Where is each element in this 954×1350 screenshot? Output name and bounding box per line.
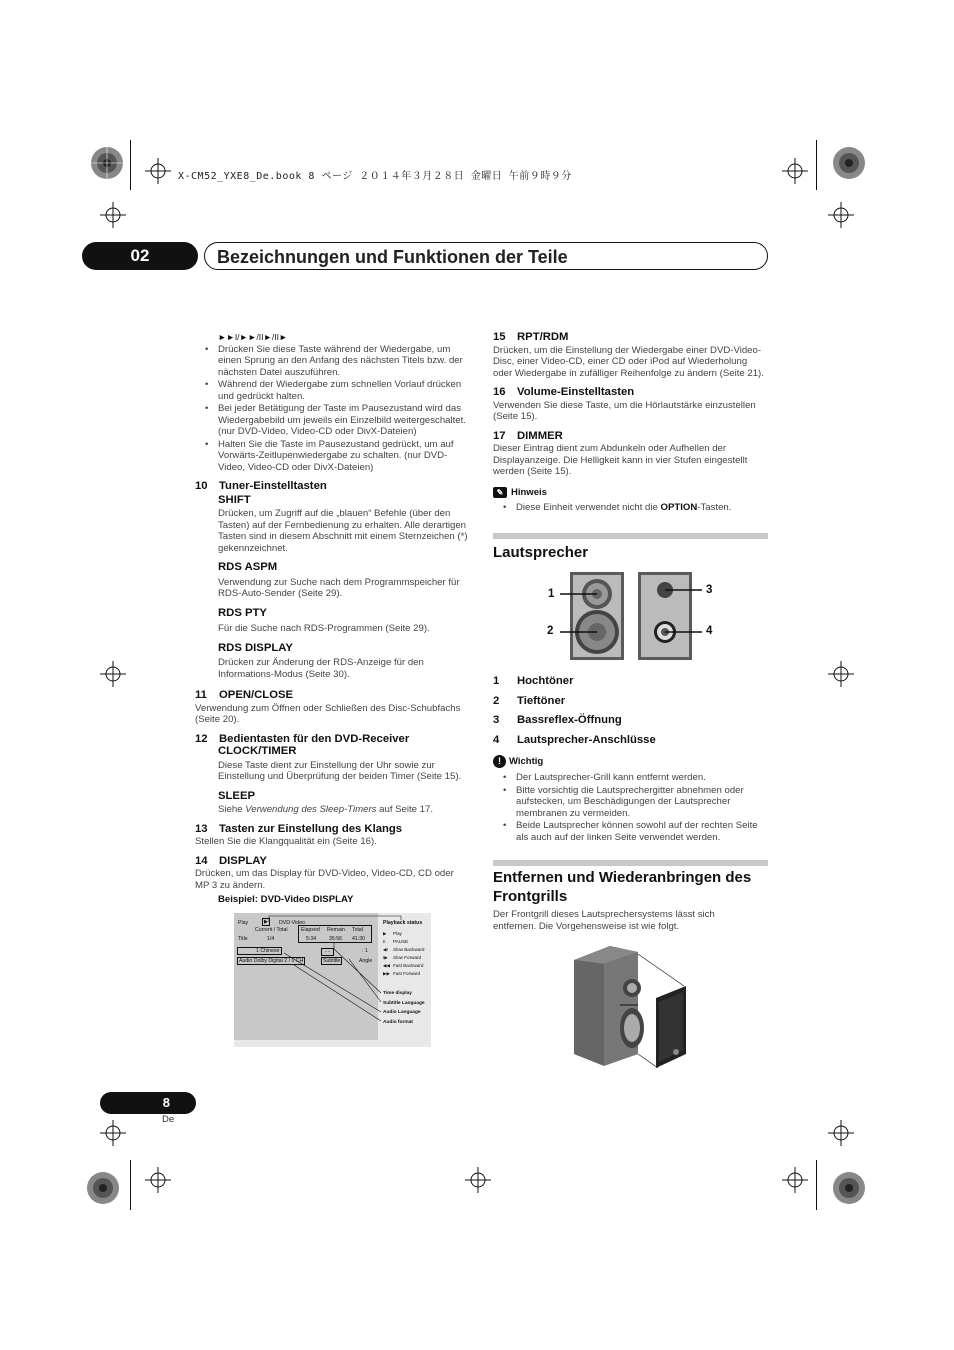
crosshair-mark bbox=[100, 1120, 126, 1146]
page-language: De bbox=[162, 1114, 175, 1125]
left-column bbox=[195, 332, 470, 906]
crop-line bbox=[130, 140, 131, 190]
registration-mark-top-right bbox=[826, 140, 872, 186]
sleep-text: Siehe Verwendung des Sleep-Timers auf Seite 17. bbox=[218, 804, 434, 815]
callout-subtitle-language: Subtitle Language bbox=[383, 1000, 425, 1006]
chapter-number: 02 bbox=[82, 242, 198, 270]
status-fast-backward: ◀◀ Fast Backward bbox=[383, 963, 424, 969]
osd-title-value: 1/4 bbox=[267, 936, 275, 942]
item-12-heading: 12 Bedientasten für den DVD-Receiver bbox=[195, 732, 410, 745]
osd-play-icon: ▶ bbox=[264, 919, 268, 925]
speaker-callout-3: 3 bbox=[706, 584, 713, 596]
crosshair-mark bbox=[828, 202, 854, 228]
crosshair-mark bbox=[100, 661, 126, 687]
right-column bbox=[493, 332, 768, 515]
list-item: • Bei jeder Betätigung der Taste im Pausezustand wird das Wiedergabebild um jeweils ein Einzelbild weitergeschaltet. (nur DVD-Video, Video-CD oder DivX-Dateien) bbox=[195, 403, 470, 438]
shift-heading: SHIFT bbox=[218, 493, 251, 506]
item-17-text: Dieser Eintrag dient zum Abdunkeln oder Aufhellen der Displayanzeige. Die Helligkeit kann in vier Stufen eingestellt werden (Seite 15). bbox=[493, 443, 748, 477]
crop-line bbox=[130, 1160, 131, 1210]
item-10-heading: 10 Tuner-Einstelltasten bbox=[195, 480, 327, 492]
skip-bullets bbox=[195, 344, 470, 474]
item-13-text: Stellen Sie die Klangqualität ein (Seite 16). bbox=[195, 836, 377, 847]
osd-elapsed: Elapsed bbox=[301, 927, 320, 933]
important-heading: ! Wichtig bbox=[493, 755, 768, 768]
section-bar bbox=[493, 533, 768, 539]
crosshair-mark bbox=[828, 661, 854, 687]
speaker-grill-illustration bbox=[570, 942, 690, 1072]
callout-time-display: Time display bbox=[383, 991, 412, 996]
clock-timer-heading: CLOCK/TIMER bbox=[218, 745, 297, 757]
status-fast-forward: ▶▶ Fast Forward bbox=[383, 971, 421, 977]
warning-icon: ! bbox=[493, 755, 506, 768]
speaker-parts-list bbox=[493, 672, 768, 750]
rds-display-text: Drücken zur Änderung der RDS-Anzeige für den Informations-Modus (Seite 30). bbox=[218, 657, 424, 680]
item-11-heading: 11 OPEN/CLOSE bbox=[195, 689, 294, 701]
speakers-section-title: Lautsprecher bbox=[493, 544, 589, 561]
item-13-heading: 13 Tasten zur Einstellung des Klangs bbox=[195, 822, 403, 835]
osd-leader-lines bbox=[234, 913, 431, 1047]
crop-line bbox=[816, 140, 817, 190]
clock-timer-text: Diese Taste dient zur Einstellung der Uhr sowie zur Einstellung und Überprüfung der beiden Timer (Seite 15). bbox=[218, 759, 462, 782]
osd-total-value: 41:30 bbox=[352, 936, 365, 942]
item-14-heading: 14 DISPLAY bbox=[195, 854, 267, 867]
list-item: • Drücken Sie diese Taste während der Wiedergabe, um einen Sprung an den Anfang des nächsten Titels bzw. der nächsten Datei auszuführen. bbox=[195, 344, 470, 379]
crop-line bbox=[816, 1160, 817, 1210]
item-15-text: Drücken, um die Einstellung der Wiedergabe einer DVD-Video-Disc, einer Video-CD, einer CD oder iPod auf Wiederholung oder Wiedergabe in zufälliger Reihenfolge zu ändern (Seite 21). bbox=[493, 344, 764, 379]
status-pause: II PAUSE bbox=[383, 939, 409, 945]
item-16-heading: 16 Volume-Einstelltasten bbox=[493, 386, 635, 398]
osd-total: Total bbox=[352, 927, 363, 933]
note-heading: ✎ Hinweis bbox=[493, 487, 768, 499]
list-item: • Der Lautsprecher-Grill kann entfernt werden. bbox=[493, 772, 768, 784]
shift-text: Drücken, um Zugriff auf die „blauen“ Befehle (über den Tasten) auf der Fernbedienung zu erhalten. Alle derartigen Tasten sind in diesem Abschnitt mit einem Sternzeichen (*) gekennzeichnet. bbox=[218, 508, 468, 554]
osd-subtitle-value: - - bbox=[321, 948, 334, 956]
list-item: 1 Hochtöner bbox=[493, 675, 574, 687]
crosshair-mark bbox=[828, 1120, 854, 1146]
crosshair-mark bbox=[100, 202, 126, 228]
osd-audio-format: Audio Dolby Digital 2 / 0 CH bbox=[239, 958, 304, 964]
osd-dvd-video: DVD-Video bbox=[279, 920, 305, 926]
chapter-title: Bezeichnungen und Funktionen der Teile bbox=[204, 242, 768, 270]
osd-audio-language: 1 Chinese bbox=[237, 947, 282, 955]
list-item: 2 Tieftöner bbox=[493, 694, 566, 707]
list-item: • Beide Lautsprecher können sowohl auf der rechten Seite als auch auf der linken Seite verwendet werden. bbox=[493, 820, 768, 843]
list-item: 3 Bassreflex-Öffnung bbox=[493, 714, 622, 726]
callout-audio-format: Audio format bbox=[383, 1019, 413, 1025]
osd-title: Title bbox=[238, 936, 248, 942]
rds-display-heading: RDS DISPLAY bbox=[218, 641, 293, 654]
osd-subtitle: Subtitle bbox=[323, 958, 341, 964]
osd-current-total: Current / Total bbox=[255, 927, 288, 933]
item-15-heading: 15 RPT/RDM bbox=[493, 331, 569, 343]
registration-mark-bottom-left bbox=[80, 1165, 126, 1211]
rds-pty-heading: RDS PTY bbox=[218, 606, 267, 619]
crosshair-mark bbox=[145, 1167, 171, 1193]
crosshair-mark bbox=[145, 158, 171, 184]
example-title: Beispiel: DVD-Video DISPLAY bbox=[218, 894, 354, 905]
rds-pty-text: Für die Suche nach RDS-Programmen (Seite 29). bbox=[218, 623, 430, 634]
item-14-text: Drücken, um das Display für DVD-Video, Video-CD, CD oder MP 3 zu ändern. bbox=[195, 868, 454, 891]
speaker-diagram bbox=[540, 570, 730, 662]
important-box bbox=[493, 755, 768, 844]
rds-aspm-text: Verwendung zur Suche nach dem Programmspeicher für RDS-Auto-Sender (Seite 29). bbox=[218, 576, 460, 599]
skip-symbols: ►►I/►►/II►/II► bbox=[218, 332, 288, 342]
list-item: • Halten Sie die Taste im Pausezustand gedrückt, um auf Vorwärts-Zeitlupenwiedergabe zu schalten. (nur DVD-Video, Video-CD oder DivX-Dateien) bbox=[195, 439, 470, 474]
osd-angle-value: : 1 bbox=[362, 948, 368, 954]
crosshair-mark bbox=[782, 158, 808, 184]
status-play: ▶ Play bbox=[383, 931, 402, 936]
status-slow-forward: I▶ Slow Forward bbox=[383, 955, 422, 961]
status-slow-backward: ◀I Slow Backward bbox=[383, 947, 425, 953]
item-16-text: Verwenden Sie diese Taste, um die Hörlautstärke einzustellen (Seite 15). bbox=[493, 399, 756, 422]
note-text: • Diese Einheit verwendet nicht die OPTION-Tasten. bbox=[493, 502, 768, 514]
osd-remain: Remain bbox=[327, 927, 345, 933]
osd-remain-value: 35:56 bbox=[329, 936, 342, 942]
page-number-badge bbox=[100, 1092, 196, 1114]
file-header: X-CM52_YXE8_De.book 8 ページ ２０１４年３月２８日 金曜日 午前９時９分 bbox=[178, 171, 572, 182]
grill-text: Der Frontgrill dieses Lautsprechersystems lässt sich entfernen. Die Vorgehensweise ist wie folgt. bbox=[493, 909, 715, 932]
speaker-callout-1: 1 bbox=[548, 588, 555, 600]
list-item: 4 Lautsprecher-Anschlüsse bbox=[493, 733, 656, 746]
note-icon: ✎ bbox=[493, 487, 507, 498]
osd-elapsed-value: 5:34 bbox=[306, 936, 317, 942]
crosshair-mark bbox=[465, 1167, 491, 1193]
osd-playback-status: Playback status bbox=[383, 920, 423, 926]
registration-mark-bottom-right bbox=[826, 1165, 872, 1211]
item-17-heading: 17 DIMMER bbox=[493, 429, 563, 442]
speaker-callout-4: 4 bbox=[706, 625, 713, 637]
page-number: 8 bbox=[162, 1095, 170, 1110]
list-item: • Bitte vorsichtig die Lautsprechergitter abnehmen oder aufstecken, um Beschädigungen der Lautsprecher membranen zu vermeiden. bbox=[493, 785, 768, 820]
speaker-callout-2: 2 bbox=[547, 625, 554, 637]
callout-audio-language: Audio Language bbox=[383, 1010, 421, 1015]
sleep-heading: SLEEP bbox=[218, 789, 256, 802]
dvd-display-figure bbox=[234, 913, 431, 1047]
osd-play: Play bbox=[238, 920, 249, 926]
grill-section-title: Entfernen und Wiederanbringen des Frontgrills bbox=[493, 869, 752, 905]
section-bar bbox=[493, 860, 768, 866]
registration-mark-top-left bbox=[84, 140, 130, 186]
rds-aspm-heading: RDS ASPM bbox=[218, 561, 278, 573]
list-item: • Während der Wiedergabe zum schnellen Vorlauf drücken und gedrückt halten. bbox=[195, 379, 470, 402]
osd-angle: Angle bbox=[359, 958, 373, 964]
crosshair-mark bbox=[782, 1167, 808, 1193]
item-11-text: Verwendung zum Öffnen oder Schließen des Disc-Schubfachs (Seite 20). bbox=[195, 702, 461, 725]
